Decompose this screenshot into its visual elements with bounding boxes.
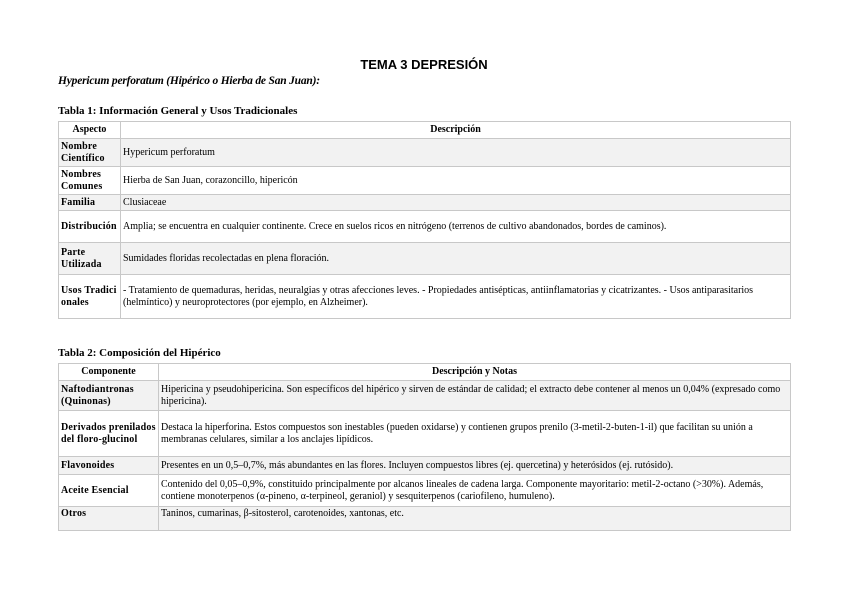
table-header-row — [59, 122, 791, 139]
row-key: Aceite Esencial — [59, 475, 159, 507]
table-row — [59, 457, 791, 475]
row-value: - Tratamiento de quemaduras, heridas, neuralgias y otras afecciones leves. - Propiedades antisépticas, antiinflamatorias y cicatrizantes. - Usos antiparasitarios (helmíntico) y neuroprotectores (por ejemplo, en Alzheimer). — [121, 275, 791, 319]
page-cutoff — [0, 532, 848, 599]
row-value: Amplia; se encuentra en cualquier continente. Crece en suelos ricos en nitrógeno (terrenos de cultivo abandonados, bordes de caminos). — [121, 211, 791, 243]
table-row — [59, 211, 791, 243]
table-row — [59, 195, 791, 211]
row-key: Derivados prenilados del floro-glucinol — [59, 411, 159, 457]
table2-caption: Tabla 2: Composición del Hipérico — [58, 347, 221, 359]
row-key: Naftodiantronas (Quinonas) — [59, 381, 159, 411]
table-row — [59, 243, 791, 275]
row-key: Familia — [59, 195, 121, 211]
row-key: Flavonoides — [59, 457, 159, 475]
row-value: Presentes en un 0,5–0,7%, más abundantes en las flores. Incluyen compuestos libres (ej. quercetina) y heterósidos (ej. rutósido). — [159, 457, 791, 475]
row-value: Destaca la hiperforina. Estos compuestos son inestables (pueden oxidarse) y contienen grupos prenilo (3-metil-2-buten-1-il) que facilitan su unión a membranas celulares, similar a los anclajes lipídicos. — [159, 411, 791, 457]
table-row — [59, 411, 791, 457]
table-composition — [58, 363, 791, 531]
column-header-componente: Componente — [59, 364, 159, 381]
table-header-row — [59, 364, 791, 381]
table-row — [59, 275, 791, 319]
page-title: TEMA 3 DEPRESIÓN — [360, 57, 488, 72]
row-key: Usos Tradicionales — [59, 275, 121, 319]
table-row — [59, 507, 791, 531]
table1-caption: Tabla 1: Información General y Usos Tradicionales — [58, 105, 298, 117]
row-key: Nombre Científico — [59, 139, 121, 167]
table-row — [59, 381, 791, 411]
column-header-descripcion-notas: Descripción y Notas — [159, 364, 791, 381]
row-key: Nombres Comunes — [59, 167, 121, 195]
table-row — [59, 167, 791, 195]
row-value: Hierba de San Juan, corazoncillo, hipericón — [121, 167, 791, 195]
row-key: Parte Utilizada — [59, 243, 121, 275]
row-value: Clusiaceae — [121, 195, 791, 211]
table-row — [59, 139, 791, 167]
page-subtitle: Hypericum perforatum (Hipérico o Hierba de San Juan): — [58, 75, 320, 87]
column-header-descripcion: Descripción — [121, 122, 791, 139]
table-row — [59, 475, 791, 507]
row-value: Sumidades floridas recolectadas en plena floración. — [121, 243, 791, 275]
table-general-info — [58, 121, 791, 319]
row-value: Hipericina y pseudohipericina. Son específicos del hipérico y sirven de estándar de calidad; el extracto debe contener al menos un 0,04% (expresado como hipericina). — [159, 381, 791, 411]
row-value: Taninos, cumarinas, β-sitosterol, carotenoides, xantonas, etc. — [159, 507, 791, 531]
row-key: Otros — [59, 507, 159, 531]
row-value: Hypericum perforatum — [121, 139, 791, 167]
column-header-aspecto: Aspecto — [59, 122, 121, 139]
row-value: Contenido del 0,05–0,9%, constituido principalmente por alcanos lineales de cadena larga. Componente mayoritario: metil-2-octano (>30%). Además, contiene monoterpenos (α-pineno, α-terpineol, geraniol) y sesquiterpenos (cariofileno, humuleno). — [159, 475, 791, 507]
row-key: Distribución — [59, 211, 121, 243]
